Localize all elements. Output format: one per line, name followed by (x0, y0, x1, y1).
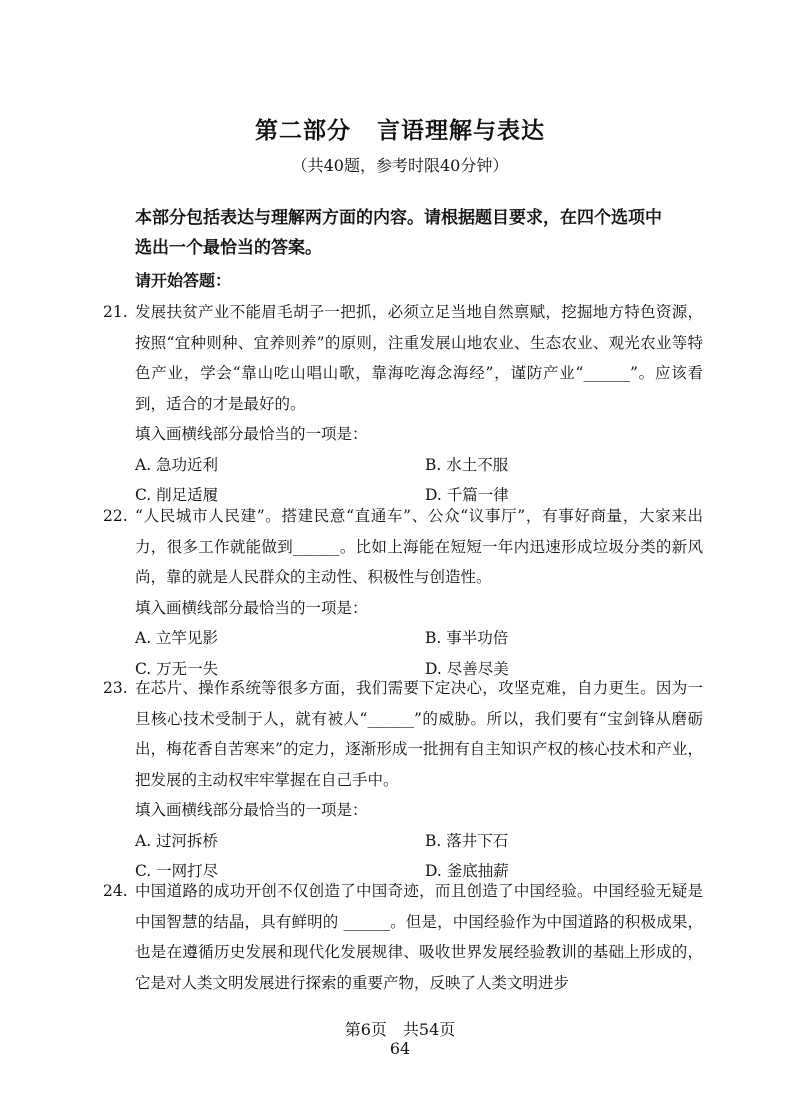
question-number: 23. (103, 679, 128, 697)
question-number: 24. (103, 882, 128, 900)
option-d[interactable]: D. 尽善尽美 (425, 659, 509, 678)
page-of-total: 第6页 共54页 (344, 1020, 456, 1039)
question-number: 21. (103, 303, 128, 321)
question-22 (103, 501, 703, 684)
question-number: 22. (103, 507, 128, 525)
start-instruction: 请开始答题： (135, 271, 232, 290)
section-subtitle: （共40题，参考时限40分钟） (291, 156, 509, 175)
option-c[interactable]: C. 一网打尽 (135, 862, 219, 880)
section-title (0, 112, 800, 145)
option-d[interactable]: D. 千篇一律 (425, 486, 509, 504)
question-21 (103, 297, 703, 511)
page-number: 64 (389, 1039, 411, 1058)
question-prompt: 填入画横线部分最恰当的一项是： (135, 425, 368, 443)
question-stem: 在芯片、操作系统等很多方面，我们需要下定决心，攻坚克难，自力更生。因为一旦核心技术受制于人，就有被人“______”的威胁。所以，我们要有“宝剑锋从磨砺出，梅花香自苦寒来”的定力，逐渐形成一批拥有自主知识产权的核心技术和产业，把发展的主动权牢牢掌握在自己手中。 (135, 679, 703, 789)
question-24 (103, 876, 703, 998)
option-a[interactable]: A. 过河拆桥 (135, 831, 219, 850)
option-b[interactable]: B. 事半功倍 (425, 629, 509, 647)
question-stem: 中国道路的成功开创不仅创造了中国奇迹，而且创造了中国经验。中国经验无疑是中国智慧的结晶，具有鲜明的 ______。但是，中国经验作为中国道路的积极成果，也是在遵循历史发展和现代化发展规律、吸收世界发展经验教训的基础上形成的，它是对人类文明发展进行探索的重要产物，反映了人类文明进步 (135, 882, 703, 992)
question-prompt: 填入画横线部分最恰当的一项是： (135, 801, 368, 819)
question-23 (103, 673, 703, 887)
option-c[interactable]: C. 削足适履 (135, 486, 219, 504)
question-stem: 发展扶贫产业不能眉毛胡子一把抓，必须立足当地自然禀赋，挖掘地方特色资源，按照“宜种则种、宜养则养”的原则，注重发展山地农业、生态农业、观光农业等特色产业，学会“靠山吃山唱山歌，靠海吃海念海经”，谨防产业“______”。应该看到，适合的才是最好的。 (135, 303, 703, 413)
section-title-part: 第二部分 (255, 118, 351, 144)
option-b[interactable]: B. 水土不服 (425, 455, 509, 474)
option-b[interactable]: B. 落井下石 (425, 831, 509, 850)
option-c[interactable]: C. 万无一失 (135, 659, 219, 678)
question-prompt: 填入画横线部分最恰当的一项是： (135, 598, 368, 617)
question-stem: “人民城市人民建”。搭建民意“直通车”、公众“议事厅”，有事好商量，大家来出力，很多工作就能做到______。比如上海能在短短一年内迅速形成垃圾分类的新风尚，靠的就是人民群众的主动性、积极性与创造性。 (135, 507, 703, 586)
option-d[interactable]: D. 釜底抽薪 (425, 862, 509, 880)
option-a[interactable]: A. 急功近利 (135, 455, 219, 474)
option-a[interactable]: A. 立竿见影 (135, 629, 219, 647)
section-intro: 本部分包括表达与理解两方面的内容。请根据题目要求，在四个选项中选出一个最恰当的答案。 (135, 208, 662, 258)
section-title-name: 言语理解与表达 (377, 118, 545, 144)
